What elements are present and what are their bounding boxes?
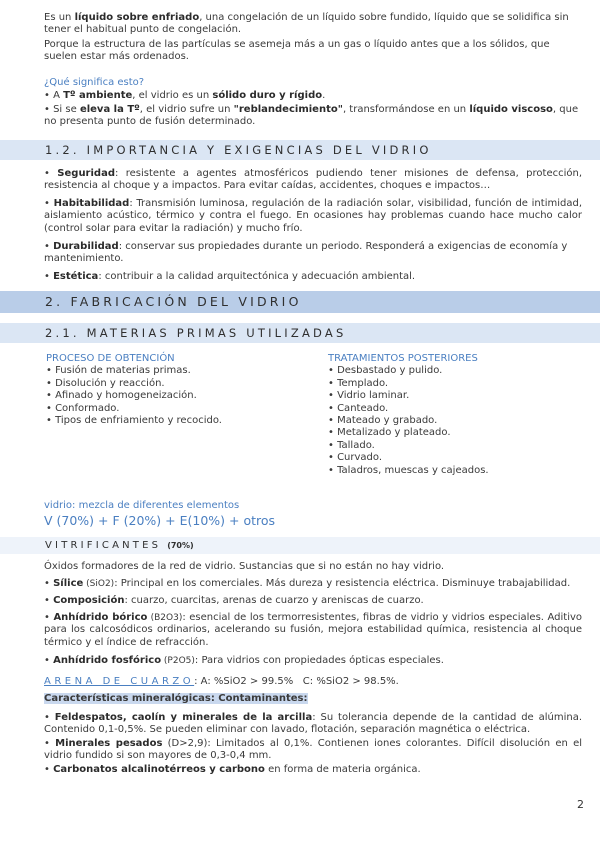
text-run: : conservar sus propiedades durante un periodo. Responderá a exigencias de economía y mantenimiento. <box>44 241 568 265</box>
bold-term: Estética <box>53 271 99 282</box>
vitrificante-borico: • Anhídrido bórico (B2O3): esencial de los termorresistentes, fibras de vidrio y vidrios especiales. Aditivo para los calcosódicos ordinarios, acelerando su fusión, mejora estabilidad química, resistencia al choque térmico y el índice de refracción. <box>44 612 583 648</box>
text-run: Es un <box>44 12 75 23</box>
list-item: • Tipos de enfriamiento y recocido. <box>46 415 222 427</box>
list-item: • Taladros, muescas y cajeados. <box>328 464 489 476</box>
arena-label: ARENA DE CUARZO <box>44 676 195 687</box>
vitrificantes-header <box>0 537 600 554</box>
list-item: • Metalizado y plateado. <box>328 427 451 439</box>
text-run: Porque la estructura de las partículas se asemeja más a un gas o líquido antes que a los sólidos, que suelen estar más ordenados. <box>44 39 550 63</box>
vitrificantes-title <box>45 537 194 554</box>
text-run: : esencial de los termorresistentes, fibras de vidrio y vidrios especiales. Aditivo para los calcosódicos ordinarios, acelerando su fusión, mejora estabilidad química, resistencia al choque térmico y el índice de refracción. <box>44 612 583 648</box>
intro-paragraph-1 <box>44 12 582 37</box>
text-run: , transformándose en un <box>342 104 470 115</box>
importance-item-aesthetics: • Estética: contribuir a la calidad arquitectónica y adecuación ambiental. <box>44 271 416 282</box>
contaminant-feldespatos: • Feldespatos, caolín y minerales de la arcilla: Su tolerancia depende de la cantidad de alúmina. Contenido 0,1-0,5%. Se pueden eliminar con lavado, flotación, separación magnética o eléctrica. <box>44 712 583 736</box>
percentage-label: (70%) <box>167 541 194 550</box>
highlighted-heading: Características mineralógicas: Contaminantes: <box>44 693 308 704</box>
bold-term: sólido duro y rígido <box>212 90 323 101</box>
text-run: . <box>322 90 326 101</box>
text-run: : Transmisión luminosa, regulación de la radiación solar, visibilidad, función de intimidad, aislamiento acústico, térmico y contra el fuego. En ocasiones hay problemas cuando hace mucho calor (control solar para evitar la radiación) y mucho frío. <box>44 198 582 234</box>
vitrificante-composicion: • Composición: cuarzo, cuarcitas, arenas de cuarzo y areniscas de cuarzo. <box>44 595 424 606</box>
list-item: • Templado. <box>328 377 389 389</box>
section-title: 1.2. IMPORTANCIA Y EXIGENCIAS DEL VIDRIO <box>45 143 432 157</box>
vitrificantes-intro <box>44 561 582 573</box>
section-2-header <box>0 291 600 313</box>
text-run: , que no presenta punto de fusión determinado. <box>44 104 579 128</box>
bold-term: Carbonatos alcalinotérreos y carbono <box>53 764 265 775</box>
question-heading <box>44 77 582 89</box>
text-run: : Su tolerancia depende de la cantidad de alúmina. Contenido 0,1-0,5%. Se pueden eliminar con lavado, flotación, separación magnética o eléctrica. <box>44 712 583 736</box>
arena-values: : A: %SiO2 > 99.5% C: %SiO2 > 98.5%. <box>194 676 399 687</box>
importance-item-durability: • Durabilidad: conservar sus propiedades durante un periodo. Responderá a exigencias de economía y mantenimiento. <box>44 241 568 265</box>
bold-term: Sílice <box>53 578 84 589</box>
text-run: , una congelación de un líquido sobre fundido, líquido que se solidifica sin tener el habitual punto de congelación. <box>44 12 569 36</box>
text-run: : resistente a agentes atmosféricos pudiendo tener misiones de defensa, protección, resistencia al choque y a impactos. Para evitar caídas, accidentes, choques e impactos… <box>44 168 583 192</box>
vitrificante-silice: • Sílice (SiO2): Principal en los comerciales. Más dureza y resistencia eléctrica. Disminuye trabajabilidad. <box>44 578 571 589</box>
importance-item-security: • Seguridad: resistente a agentes atmosféricos pudiendo tener misiones de defensa, protección, resistencia al choque y a impactos. Para evitar caídas, accidentes, choques e impactos… <box>44 168 583 192</box>
section-1-2-header <box>0 140 600 160</box>
list-item: • Afinado y homogeneización. <box>46 390 197 402</box>
bold-term: Habitabilidad <box>53 198 130 209</box>
text-run: : cuarzo, cuarcitas, arenas de cuarzo y areniscas de cuarzo. <box>124 595 424 606</box>
text-run: en forma de materia orgánica. <box>264 764 421 775</box>
formula: (P2O5) <box>161 656 195 666</box>
column-heading: TRATAMIENTOS POSTERIORES <box>328 353 478 364</box>
section-title: 2.1. MATERIAS PRIMAS UTILIZADAS <box>45 326 347 340</box>
bold-term: Durabilidad <box>53 241 119 252</box>
mix-label <box>44 500 582 512</box>
bold-term: líquido viscoso <box>469 104 553 115</box>
text-run: • A <box>44 90 64 101</box>
text-run: • Si se <box>44 104 80 115</box>
contaminant-pesados: • Minerales pesados (D>2,9): Limitados al 0,1%. Contienen iones colorantes. Difícil disolución en el vidrio fundido si son mayores de 0,3-0,4 mm. <box>44 738 583 762</box>
contaminant-carbonatos: • Carbonatos alcalinotérreos y carbono en forma de materia orgánica. <box>44 764 421 775</box>
bold-term: Minerales pesados <box>55 738 163 749</box>
text-run: : Para vidrios con propiedades ópticas especiales. <box>194 655 444 666</box>
list-item: • Vidrio laminar. <box>328 390 410 402</box>
bold-term: Seguridad <box>57 168 115 179</box>
list-item: • Fusión de materias primas. <box>46 365 191 377</box>
text-run: Óxidos formadores de la red de vidrio. Sustancias que si no están no hay vidrio. <box>44 561 445 572</box>
bold-term: Tº ambiente <box>63 90 133 101</box>
text-run: (D>2,9): Limitados al 0,1%. Contienen iones colorantes. Difícil disolución en el vidrio fundido si son mayores de 0,3-0,4 mm. <box>44 738 583 762</box>
list-item: • Disolución y reacción. <box>46 377 165 389</box>
text-run: : contribuir a la calidad arquitectónica y adecuación ambiental. <box>98 271 416 282</box>
column-heading: PROCESO DE OBTENCIÓN <box>46 353 175 364</box>
section-2-1-header <box>0 323 600 343</box>
formula: (SiO2) <box>83 579 115 589</box>
bold-term: Anhídrido bórico <box>53 612 148 623</box>
intro-paragraph-2 <box>44 39 582 64</box>
contaminants-heading <box>44 693 582 705</box>
mix-label-text: vidrio: mezcla de diferentes elementos <box>44 500 240 511</box>
treatments-column <box>328 353 588 477</box>
bold-term: líquido sobre enfriado <box>74 12 200 23</box>
list-item: • Canteado. <box>328 402 389 414</box>
bold-term: Anhídrido fosfórico <box>53 655 162 666</box>
list-item: • Desbastado y pulido. <box>328 365 443 377</box>
intro-bullet-2 <box>44 104 582 129</box>
text-run: , el vidrio sufre un <box>139 104 234 115</box>
bold-term: "reblandecimiento" <box>233 104 343 115</box>
text-run: , el vidrio es un <box>132 90 213 101</box>
vitrificante-fosforico: • Anhídrido fosfórico (P2O5): Para vidrios con propiedades ópticas especiales. <box>44 655 444 666</box>
intro-bullet-1 <box>44 90 582 102</box>
mix-formula <box>44 513 582 528</box>
process-column <box>46 353 306 427</box>
arena-de-cuarzo <box>44 676 582 688</box>
section-title: VITRIFICANTES <box>45 540 162 551</box>
list-item: • Curvado. <box>328 452 383 464</box>
formula: (B2O3) <box>147 613 183 623</box>
text-run: : Principal en los comerciales. Más dureza y resistencia eléctrica. Disminuye trabajabilidad. <box>114 578 571 589</box>
bold-term: eleva la Tº <box>79 104 140 115</box>
section-title: 2. FABRICACIÓN DEL VIDRIO <box>45 294 302 309</box>
page-number: 2 <box>577 798 584 811</box>
bold-term: Feldespatos, caolín y minerales de la arcilla <box>54 712 313 723</box>
question-text: ¿Qué significa esto? <box>44 77 145 88</box>
mix-formula-text: V (70%) + F (20%) + E(10%) + otros <box>44 513 276 528</box>
list-item: • Conformado. <box>46 402 120 414</box>
bold-term: Composición <box>53 595 125 606</box>
list-item: • Mateado y grabado. <box>328 415 438 427</box>
importance-item-habitability: • Habitabilidad: Transmisión luminosa, regulación de la radiación solar, visibilidad, función de intimidad, aislamiento acústico, térmico y contra el fuego. En ocasiones hay problemas cuando hace mucho calor (control solar para evitar la radiación) y mucho frío. <box>44 198 582 234</box>
list-item: • Tallado. <box>328 439 375 451</box>
